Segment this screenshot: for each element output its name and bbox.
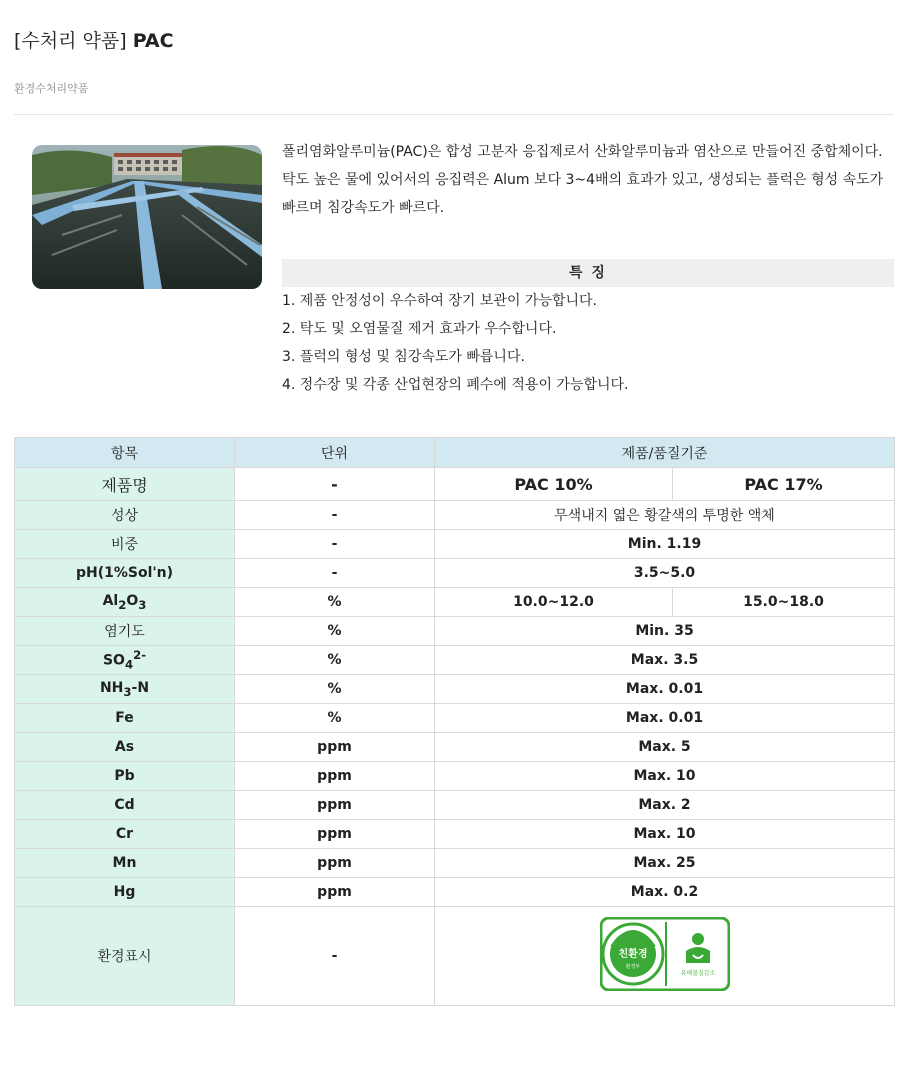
row-value: Max. 25 <box>435 849 895 878</box>
row-unit: % <box>235 617 435 646</box>
row-unit: ppm <box>235 849 435 878</box>
row-unit: % <box>235 588 435 617</box>
header-unit: 단위 <box>235 438 435 468</box>
row-label: Hg <box>15 878 235 907</box>
row-value: Min. 1.19 <box>435 530 895 559</box>
row-unit: ppm <box>235 878 435 907</box>
row-value: Max. 5 <box>435 733 895 762</box>
row-value: Max. 2 <box>435 791 895 820</box>
row-unit: - <box>235 530 435 559</box>
table-header-row <box>15 438 895 468</box>
table-row <box>15 820 895 849</box>
feature-item: 2. 탁도 및 오염물질 제거 효과가 우수합니다. <box>282 321 557 337</box>
row-unit: - <box>235 501 435 530</box>
row-unit: - <box>235 468 435 501</box>
row-value: Max. 0.2 <box>435 878 895 907</box>
specification-table <box>14 437 895 1006</box>
row-value: Max. 10 <box>435 762 895 791</box>
formula-part: NH <box>99 679 124 696</box>
row-unit: ppm <box>235 791 435 820</box>
formula-subscript: 2 <box>118 597 127 612</box>
formula-superscript: 2- <box>133 648 147 663</box>
formula-part: Al <box>102 592 119 609</box>
features-heading: 특 징 <box>282 259 894 287</box>
row-label: Cr <box>15 820 235 849</box>
title-category: [수처리 약품] <box>14 30 127 52</box>
table-row <box>15 675 895 704</box>
row-unit: - <box>235 559 435 588</box>
row-value: 3.5~5.0 <box>435 559 895 588</box>
header-divider <box>14 114 894 115</box>
formula-subscript: 4 <box>124 657 134 672</box>
row-value: Max. 0.01 <box>435 675 895 704</box>
row-label-so4 <box>15 646 235 675</box>
water-treatment-plant-photo <box>32 145 262 289</box>
eco-badges <box>600 917 730 991</box>
feature-item: 3. 플럭의 형성 및 침강속도가 빠릅니다. <box>282 349 525 365</box>
row-label: pH(1%Sol'n) <box>15 559 235 588</box>
row-label: Cd <box>15 791 235 820</box>
table-row <box>15 733 895 762</box>
row-unit: % <box>235 704 435 733</box>
table-row <box>15 762 895 791</box>
row-unit: ppm <box>235 820 435 849</box>
row-label: As <box>15 733 235 762</box>
product-b: PAC 17% <box>673 468 895 501</box>
row-label: Pb <box>15 762 235 791</box>
formula-subscript: 3 <box>123 684 132 699</box>
table-row <box>15 559 895 588</box>
row-unit: - <box>235 907 435 1006</box>
row-unit: % <box>235 675 435 704</box>
row-value: Max. 0.01 <box>435 704 895 733</box>
description-paragraph-2: 탁도 높은 물에 있어서의 응집력은 Alum 보다 3~4배의 효과가 있고, 생성되는 플럭은 형성 속도가 빠르며 침강속도가 빠르다. <box>282 172 884 216</box>
table-row <box>15 791 895 820</box>
description-paragraph-1: 폴리염화알루미늄(PAC)은 합성 고분자 응집제로서 산화알루미늄과 염산으로 만들어진 중합체이다. <box>282 144 883 160</box>
formula-part: -N <box>131 679 150 696</box>
table-row <box>15 907 895 1006</box>
formula-subscript: 3 <box>138 597 147 612</box>
table-row <box>15 617 895 646</box>
row-label-nh3n <box>15 675 235 704</box>
row-value: Max. 3.5 <box>435 646 895 675</box>
table-row <box>15 530 895 559</box>
hazard-reduction-text: 유해물질감소 <box>680 970 715 977</box>
feature-item: 4. 정수장 및 각종 산업현장의 폐수에 적용이 가능합니다. <box>282 377 629 393</box>
plant-photo-illustration <box>32 145 262 289</box>
row-label: 비중 <box>15 530 235 559</box>
features-list <box>282 287 894 399</box>
page-title <box>14 26 174 53</box>
row-label: Fe <box>15 704 235 733</box>
row-value: 무색내지 엷은 황갈색의 투명한 액체 <box>435 501 895 530</box>
al2o3-b: 15.0~18.0 <box>673 588 895 617</box>
table-row <box>15 468 895 501</box>
row-value: Max. 10 <box>435 820 895 849</box>
eco-certification-mark <box>600 917 730 991</box>
product-a: PAC 10% <box>435 468 673 501</box>
table-row <box>15 501 895 530</box>
row-label: 제품명 <box>15 468 235 501</box>
row-label: 환경표시 <box>15 907 235 1006</box>
row-label: 성상 <box>15 501 235 530</box>
formula-part: O <box>126 592 139 609</box>
product-description <box>282 138 894 222</box>
row-value: Min. 35 <box>435 617 895 646</box>
row-label: Mn <box>15 849 235 878</box>
table-row <box>15 878 895 907</box>
al2o3-a: 10.0~12.0 <box>435 588 673 617</box>
formula-part: SO <box>102 652 125 669</box>
eco-badge-subtext: 환경부 <box>625 964 640 970</box>
eco-badge-text: 친환경 <box>618 949 647 960</box>
header-spec: 제품/품질기준 <box>435 438 895 468</box>
row-label: 염기도 <box>15 617 235 646</box>
table-row <box>15 849 895 878</box>
feature-item: 1. 제품 안정성이 우수하여 장기 보관이 가능합니다. <box>282 293 597 309</box>
row-unit: % <box>235 646 435 675</box>
row-unit: ppm <box>235 733 435 762</box>
row-unit: ppm <box>235 762 435 791</box>
table-row <box>15 646 895 675</box>
eco-label-cell <box>435 907 895 1006</box>
table-row <box>15 588 895 617</box>
title-product: PAC <box>132 30 174 52</box>
table-row <box>15 704 895 733</box>
category-label: 환경수처리약품 <box>14 82 89 95</box>
header-item: 항목 <box>15 438 235 468</box>
row-label-al2o3 <box>15 588 235 617</box>
